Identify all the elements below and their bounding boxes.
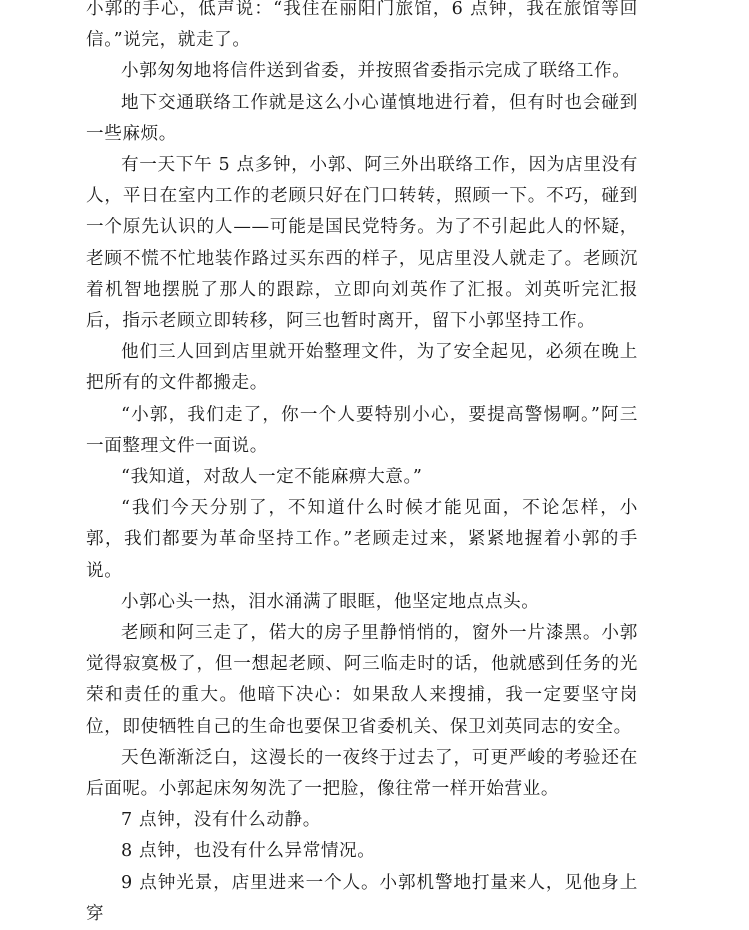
paragraph-5: 他们三人回到店里就开始整理文件，为了安全起见，必须在晚上把所有的文件都搬走。 xyxy=(86,342,638,394)
paragraph-8: “我们今天分别了，不知道什么时候才能见面，不论怎样，小郭，我们都要为革命坚持工作。”老顾走过来，紧紧地握着小郭的手说。 xyxy=(86,498,638,581)
paragraph-12: 7 点钟，没有什么动静。 xyxy=(121,810,321,831)
paragraph-3: 地下交通联络工作就是这么小心谨慎地进行着，但有时也会碰到一些麻烦。 xyxy=(86,92,638,144)
paragraph-2: 小郭匆匆地将信件送到省委，并按照省委指示完成了联络工作。 xyxy=(121,61,631,82)
paragraph-13: 8 点钟，也没有什么异常情况。 xyxy=(121,841,376,862)
paragraph-4: 有一天下午 5 点多钟，小郭、阿三外出联络工作，因为店里没有人，平日在室内工作的老顾只好在门口转转，照顾一下。不巧，碰到一个原先认识的人——可能是国民党特务。为了不引起此人的怀疑，老顾不慌不忙地装作路过买东西的样子，见店里没人就走了。老顾沉着机智地摆脱了那人的跟踪，立即向刘英作了汇报。刘英听完汇报后，指示老顾立即转移，阿三也暂时离开，留下小郭坚持工作。 xyxy=(86,155,638,332)
paragraph-11: 天色渐渐泛白，这漫长的一夜终于过去了，可更严峻的考验还在后面呢。小郭起床匆匆洗了一把脸，像往常一样开始营业。 xyxy=(86,747,638,800)
paragraph-7: “我知道，对敌人一定不能麻痹大意。” xyxy=(121,467,423,488)
paragraph-6: “小郭，我们走了，你一个人要特别小心，要提高警惕啊。”阿三一面整理文件一面说。 xyxy=(86,404,638,456)
paragraph-9: 小郭心头一热，泪水涌满了眼眶，他坚定地点点头。 xyxy=(121,591,540,612)
document-page xyxy=(86,0,638,930)
paragraph-10: 老顾和阿三走了，偌大的房子里静悄悄的，窗外一片漆黑。小郭觉得寂寞极了，但一想起老顾、阿三临走时的话，他就感到任务的光荣和责任的重大。他暗下决心：如果敌人来搜捕，我一定要坚守岗位，即使牺牲自己的生命也要保卫省委机关、保卫刘英同志的安全。 xyxy=(86,623,638,737)
paragraph-1: 小郭的手心，低声说：“我住在丽阳门旅馆，6 点钟，我在旅馆等回信。”说完，就走了。 xyxy=(86,0,638,51)
paragraph-14: 9 点钟光景，店里进来一个人。小郭机警地打量来人，见他身上穿 xyxy=(86,872,638,924)
